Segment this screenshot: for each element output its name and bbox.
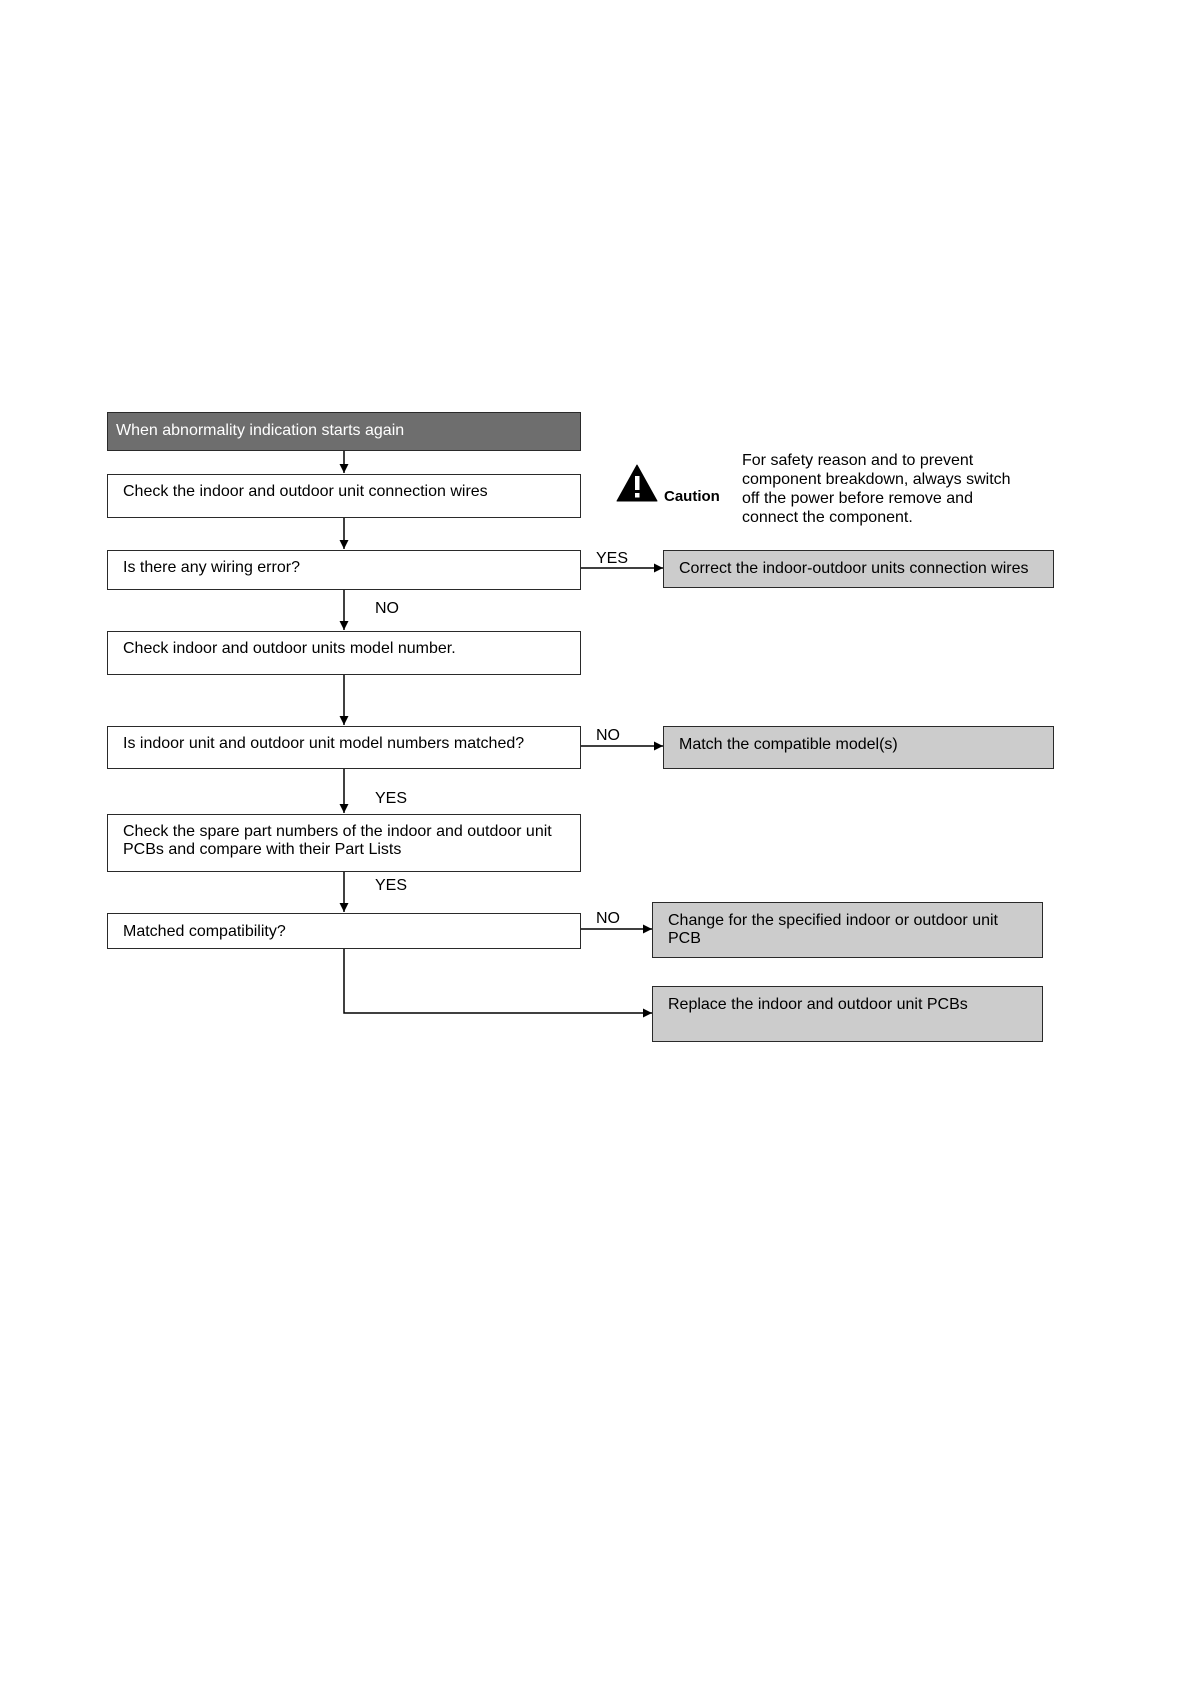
warning-triangle-icon [616, 464, 658, 502]
arrow-compat-to-replace [344, 948, 652, 1013]
yes-label-parts: YES [375, 877, 408, 894]
no-label-compat: NO [596, 910, 620, 927]
no-label-wiring: NO [375, 600, 399, 617]
yes-label-wiring: YES [596, 550, 629, 567]
wiring-error-question-box: Is there any wiring error? [107, 550, 581, 590]
replace-pcbs-action-box: Replace the indoor and outdoor unit PCBs [652, 986, 1043, 1042]
check-wires-box: Check the indoor and outdoor unit connection wires [107, 474, 581, 518]
match-model-action-box: Match the compatible model(s) [663, 726, 1054, 769]
caution-label: Caution [664, 488, 720, 505]
model-matched-question-box: Is indoor unit and outdoor unit model numbers matched? [107, 726, 581, 769]
check-model-box: Check indoor and outdoor units model number. [107, 631, 581, 675]
check-parts-box: Check the spare part numbers of the indoor and outdoor unit PCBs and compare with their Part Lists [107, 814, 581, 872]
caution-text: For safety reason and to prevent component breakdown, always switch off the power before remove and connect the component. [742, 452, 1011, 526]
yes-label-model: YES [375, 790, 408, 807]
correct-wires-action-box: Correct the indoor-outdoor units connection wires [663, 550, 1054, 588]
no-label-model: NO [596, 727, 620, 744]
matched-compatibility-question-box: Matched compatibility? [107, 913, 581, 949]
change-pcb-action-box: Change for the specified indoor or outdoor unit PCB [652, 902, 1043, 958]
start-box: When abnormality indication starts again [107, 412, 581, 451]
